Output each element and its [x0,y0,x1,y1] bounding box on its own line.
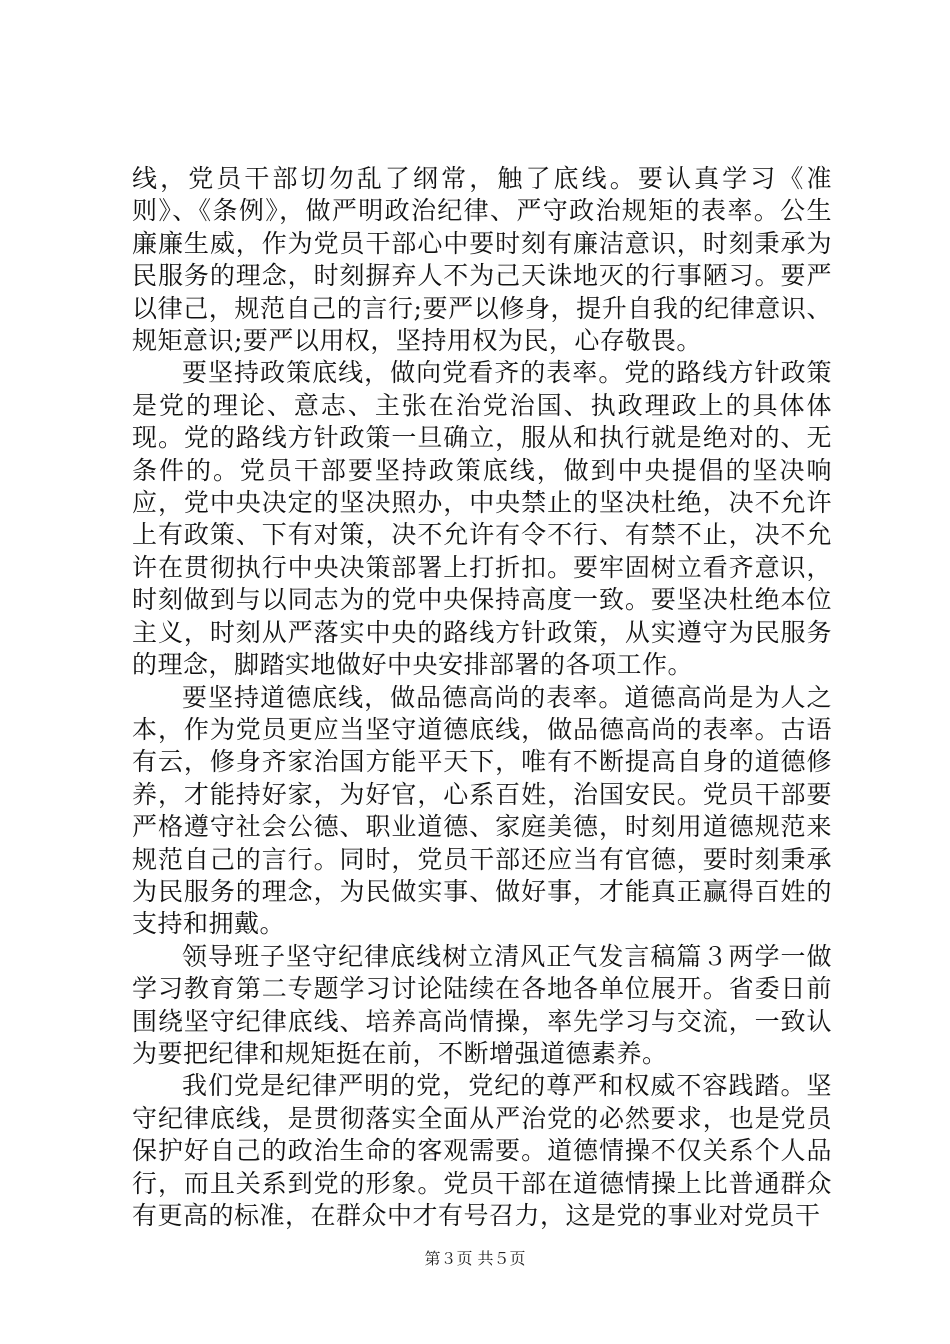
document-body [132,163,832,1232]
paragraph-policy-bottom-line: 要坚持政策底线，做向党看齐的表率。党的路线方针政策是党的理论、意志、主张在治党治国、执政理政上的具体体现。党的路线方针政策一旦确立，服从和执行就是绝对的、无条件的。党员干部要坚持政策底线，做到中央提倡的坚决响应，党中央决定的坚决照办，中央禁止的坚决杜绝，决不允许上有政策、下有对策，决不允许有令不行、有禁不止，决不允许在贯彻执行中央决策部署上打折扣。要牢固树立看齐意识，时刻做到与以同志为的党中央保持高度一致。要坚决杜绝本位主义，时刻从严落实中央的路线方针政策，从实遵守为民服务的理念，脚踏实地做好中央安排部署的各项工作。 [132,358,832,680]
paragraph-party-discipline: 我们党是纪律严明的党，党纪的尊严和权威不容践踏。坚守纪律底线，是贯彻落实全面从严治党的必然要求，也是党员保护好自己的政治生命的客观需要。道德情操不仅关系个人品行，而且关系到党的形象。党员干部在道德情操上比普通群众有更高的标准，在群众中才有号召力，这是党的事业对党员干 [132,1071,832,1230]
page-footer: 第３页 共５页 [424,1249,526,1268]
paragraph-continuation: 线，党员干部切勿乱了纲常，触了底线。要认真学习《准则》、《条例》，做严明政治纪律、严守政治规矩的表率。公生廉廉生威，作为党员干部心中要时刻有廉洁意识，时刻秉承为民服务的理念，时刻摒弃人不为己天诛地灭的行事陋习。要严以律己，规范自己的言行;要严以修身，提升自我的纪律意识、规矩意识;要严以用权，坚持用权为民，心存敬畏。 [132,164,832,356]
paragraph-moral-bottom-line: 要坚持道德底线，做品德高尚的表率。道德高尚是为人之本，作为党员更应当坚守道德底线，做品德高尚的表率。古语有云，修身齐家治国方能平天下，唯有不断提高自身的道德修养，才能持好家，为好官，心系百姓，治国安民。党员干部要严格遵守社会公德、职业道德、家庭美德，时刻用道德规范来规范自己的言行。同时，党员干部还应当有官德，要时刻秉承为民服务的理念，为民做实事、做好事，才能真正赢得百姓的支持和拥戴。 [132,682,832,939]
paragraph-speech-article-3: 领导班子坚守纪律底线树立清风正气发言稿篇３两学一做学习教育第二专题学习讨论陆续在各地各单位展开。省委日前围绕坚守纪律底线、培养高尚情操，率先学习与交流，一致认为要把纪律和规矩挺在前，不断增强道德素养。 [132,941,832,1068]
